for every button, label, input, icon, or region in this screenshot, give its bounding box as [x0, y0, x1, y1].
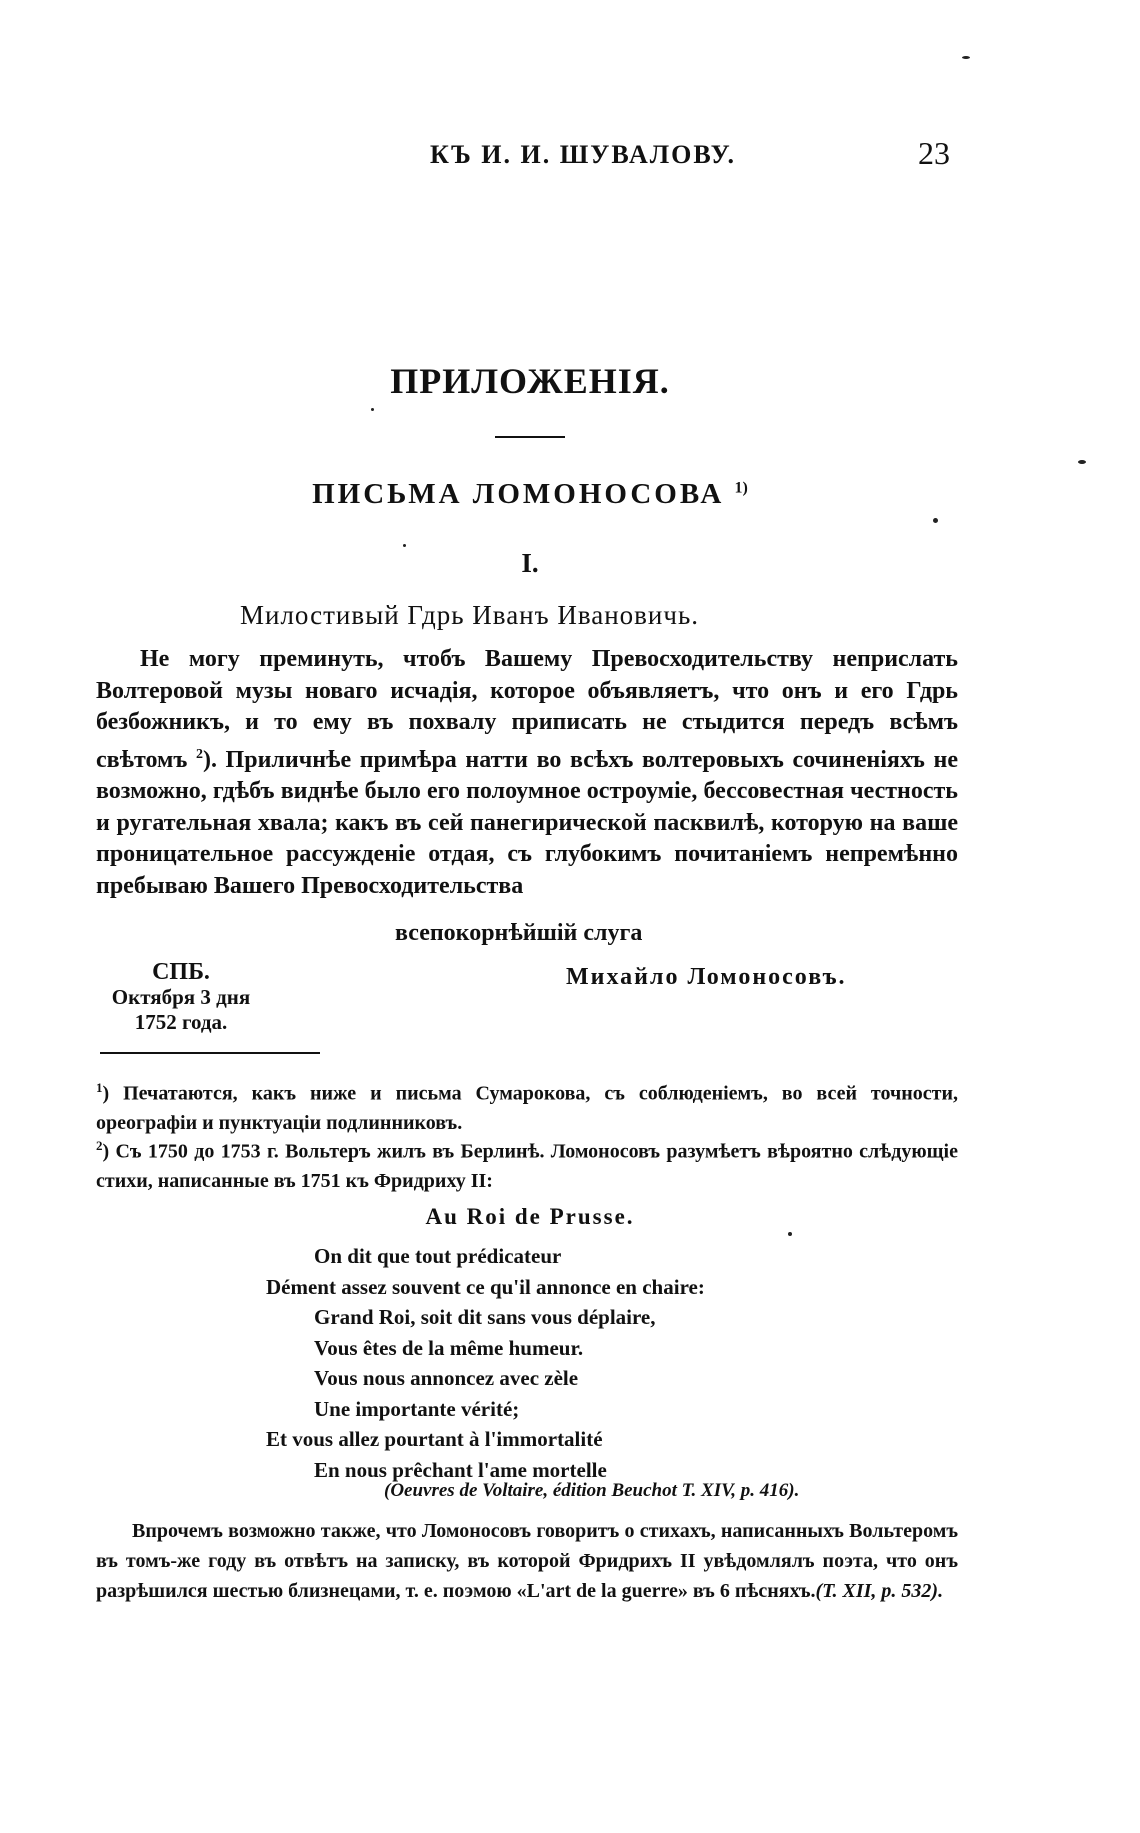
closing-note	[96, 1516, 958, 1606]
footnote-2-mark: 2	[96, 1138, 103, 1153]
letter-number: I.	[521, 548, 539, 578]
running-title: КЪ И. И. ШУВАЛОВУ.	[430, 140, 736, 169]
footnote-1	[96, 1073, 958, 1138]
title-divider	[495, 436, 565, 438]
poem-line: Grand Roi, soit dit sans vous déplaire,	[314, 1305, 656, 1329]
poem-line: En nous prêchant l'ame mortelle	[314, 1457, 607, 1482]
poem-line: Vous nous annoncez avec zèle	[314, 1366, 579, 1390]
scan-speck	[403, 544, 406, 547]
section-subtitle	[0, 478, 1060, 511]
poem-line: Dément assez souvent ce qu'il annonce en chaire:	[266, 1274, 705, 1299]
subtitle-footnote-mark: 1)	[734, 479, 748, 497]
letter-body	[96, 644, 958, 902]
subtitle-text: ПИСЬМА ЛОМОНОСОВА	[312, 478, 725, 510]
section-title: ПРИЛОЖЕНІЯ.	[390, 361, 670, 401]
poem-line: Vous êtes de la même humeur.	[314, 1335, 584, 1360]
scan-speck	[962, 56, 970, 59]
letter-body-part1: Не могу преминуть, чтобъ Вашему Превосходительству неприслать Волтеровой музы новаго исчадія, которое объявляетъ, что онъ и его Гдрь безбожникъ, и то ему въ похвалу приписать не стыдится передъ всѣмъ свѣтомъ	[96, 646, 958, 773]
letter-date-line2: 1752 года.	[134, 1010, 228, 1034]
scan-speck	[788, 1232, 792, 1236]
letter-signature: Михайло Ломоносовъ.	[566, 964, 847, 990]
scan-speck	[371, 408, 374, 411]
letter-closing: всепокорнѣйшій слуга	[395, 920, 643, 946]
scan-speck	[933, 518, 938, 523]
footnote-1-text: ) Печатаются, какъ ниже и письма Сумарокова, съ соблюденіемъ, во всей точности, ореографіи и пунктуаціи подлинниковъ.	[96, 1082, 958, 1134]
place-date-block	[96, 960, 266, 1035]
poem-line: Et vous allez pourtant à l'immortalité	[266, 1427, 603, 1451]
letter-body-part2: ). Приличнѣе примѣра натти во всѣхъ волтеровыхъ сочиненіяхъ не возможно, гдѣбъ виднѣе было его полоумное остроуміе, бессовестная честность и ругательная хвала; какъ въ сей панегирической пасквилѣ, которую на ваше проницательное рассужденіе отдая, съ глубокимъ почитаніемъ непремѣнно пребываю Вашего Превосходительства	[96, 746, 958, 899]
letter-footnote-mark: 2	[195, 746, 203, 762]
closing-note-citation: (T. XII, p. 532).	[815, 1580, 944, 1602]
poem-title: Au Roi de Prusse.	[425, 1204, 635, 1229]
closing-note-text: Впрочемъ возможно также, что Ломоносовъ говоритъ о стихахъ, написанныхъ Вольтеромъ въ томъ-же году въ отвѣтъ на записку, въ которой Фридрихъ II увѣдомлялъ поэта, что онъ разрѣшился шестью близнецами, т. е. поэмою «L'art de la guerre» въ 6 пѣсняхъ.	[96, 1520, 958, 1602]
poem-line: Une importante vérité;	[314, 1396, 520, 1421]
scan-speck	[1078, 460, 1086, 464]
letter-salutation: Милостивый Гдрь Иванъ Ивановичь.	[240, 600, 700, 630]
footnote-1-mark: 1	[96, 1080, 103, 1095]
letter-place: СПБ.	[152, 959, 210, 985]
poem-citation: (Oeuvres de Voltaire, édition Beuchot T. XIV, p. 416).	[384, 1480, 800, 1501]
footnote-divider	[100, 1052, 320, 1054]
footnote-2	[96, 1131, 958, 1196]
poem-line: On dit que tout prédicateur	[314, 1244, 562, 1268]
letter-date-line1: Октября 3 дня	[111, 985, 251, 1009]
poem	[266, 1241, 705, 1485]
page-number: 23	[918, 135, 950, 171]
footnote-2-text: ) Съ 1750 до 1753 г. Вольтеръ жилъ въ Берлинѣ. Ломоносовъ разумѣетъ вѣроятно слѣдующіе стихи, написанные въ 1751 къ Фридриху II:	[96, 1140, 958, 1192]
